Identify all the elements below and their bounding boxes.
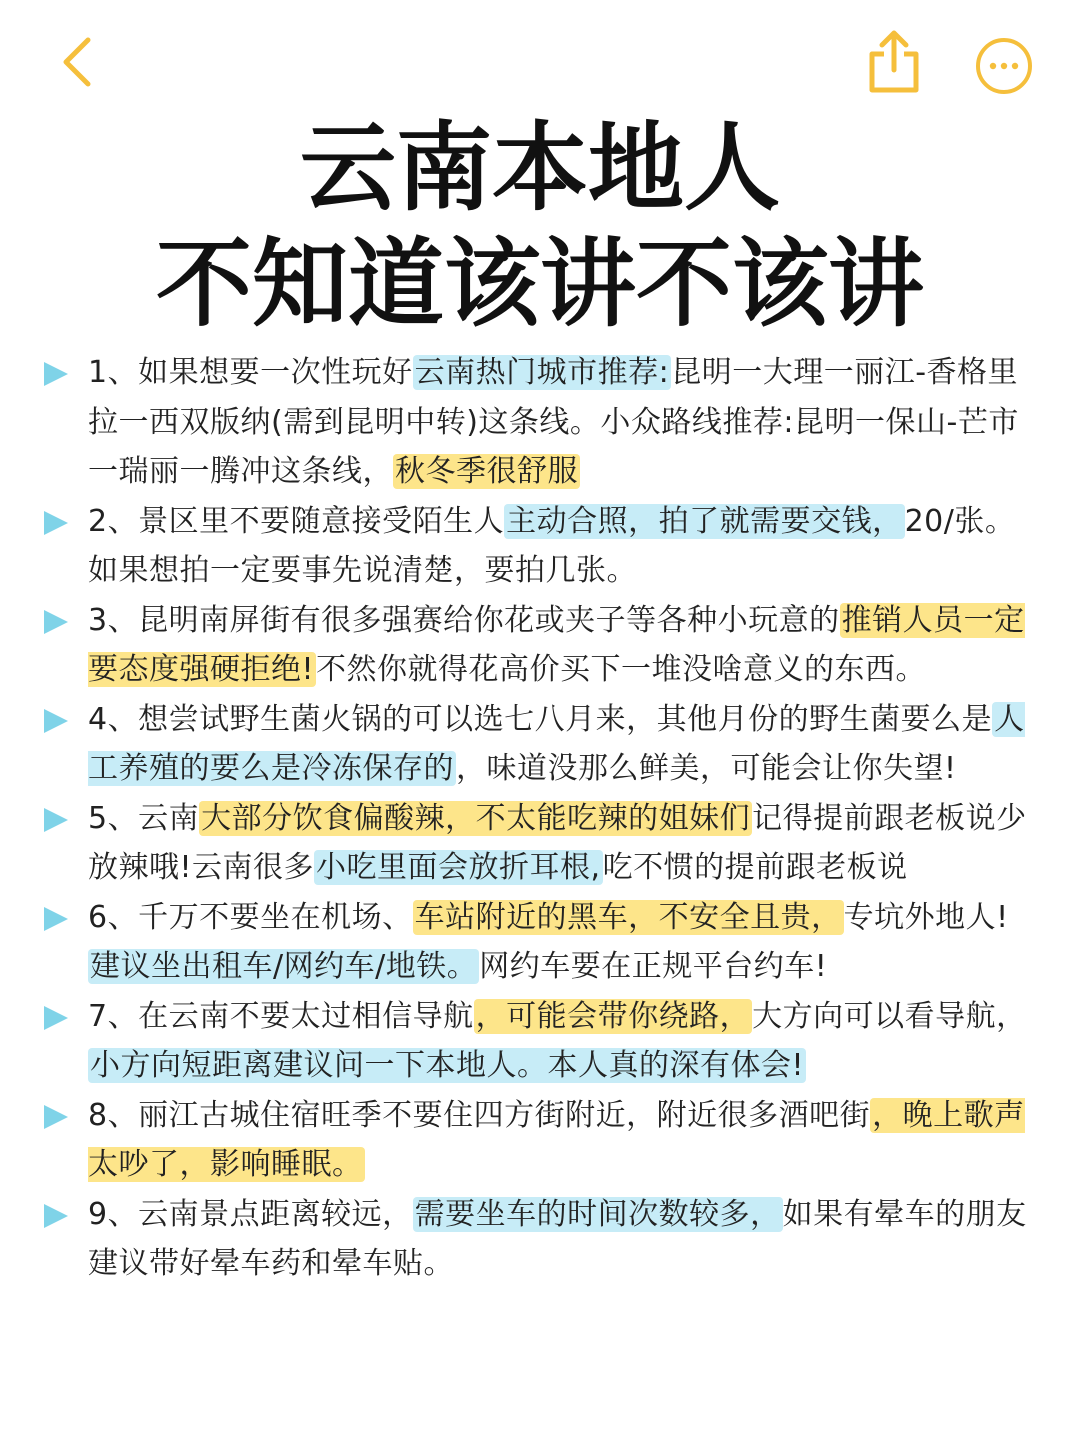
page-title [0,112,1080,340]
item-text: 8、丽江古城住宿旺季不要住四方街附近，附近很多酒吧街 [88,1097,871,1133]
triangle-bullet-icon [44,1105,68,1129]
more-options-button[interactable] [974,36,1034,96]
item-text: 不然你就得花高价买下一堆没啥意义的东西。 [316,652,927,687]
list-item [0,992,1080,1091]
triangle-bullet-icon [44,808,68,832]
item-text: 9、云南景点距离较远， [88,1196,413,1232]
triangle-bullet-icon [44,1204,68,1228]
back-button[interactable] [52,32,112,92]
item-text: 昆明一大理一丽江-香格里拉一西双版纳(需到昆明中转)这条线。小众路线推荐:昆明一保山-芒市一瑞丽一腾冲这条线， [88,355,1019,489]
highlighted-text: 需要坐车的时间次数较多， [414,1196,781,1232]
item-text: 4、想尝试野生菌火锅的可以选七八月来，其他月份的野生菌要么是 [88,701,993,737]
triangle-bullet-icon [44,709,68,733]
item-text: 如果有晕车的朋友建议带好晕车药和晕车贴。 [88,1196,1027,1281]
item-text: 3、昆明南屏街有很多强赛给你花或夹子等各种小玩意的 [88,602,840,638]
share-icon [862,28,926,98]
list-item [0,497,1080,596]
list-item [0,1190,1080,1289]
title-line-1: 云南本地人 [300,112,780,224]
title-line-2: 不知道该讲不该讲 [156,228,924,340]
item-text: 6、千万不要坐在机场、 [88,899,413,935]
triangle-bullet-icon [44,362,68,386]
highlighted-text: ，可能会带你绕路， [475,998,751,1034]
list-item [0,794,1080,893]
item-text: 5、云南 [88,800,200,836]
item-text: 网约车要在正规平台约车! [479,949,828,984]
item-text: ，味道没那么鲜美，可能会让你失望! [456,751,957,786]
item-text: 专坑外地人! [843,899,1009,935]
list-item [0,596,1080,695]
triangle-bullet-icon [44,907,68,931]
triangle-bullet-icon [44,1006,68,1030]
highlighted-text: 云南热门城市推荐: [414,355,670,390]
top-navigation-bar [0,0,1080,130]
tips-list [0,348,1080,1289]
list-item [0,695,1080,794]
item-text: 大方向可以看导航， [752,998,1027,1034]
triangle-bullet-icon [44,610,68,634]
highlighted-text: 人工养殖的要么是冷冻保存的 [88,701,1025,786]
chevron-left-icon [52,32,112,92]
item-text: 7、在云南不要太过相信导航 [88,998,474,1034]
highlighted-text: 小方向短距离建议问一下本地人。本人真的深有体会! [90,1048,805,1083]
item-text: 记得提前跟老板说少放辣哦!云南很多 [88,800,1027,885]
share-button[interactable] [862,28,926,98]
highlighted-text: 建议坐出租车/网约车/地铁。 [90,949,478,984]
highlighted-text: 车站附近的黑车，不安全且贵， [414,899,842,935]
highlighted-text: 推销人员一定要态度强硬拒绝! [88,602,1025,687]
item-text: 吃不惯的提前跟老板说 [602,850,908,885]
highlighted-text: 秋冬季很舒服 [395,454,578,489]
more-icon [974,36,1034,96]
item-text: 1、如果想要一次性玩好 [88,355,413,390]
list-item [0,1091,1080,1190]
list-item [0,348,1080,497]
highlighted-text: 小吃里面会放折耳根, [316,850,601,885]
highlighted-text: ，晚上歌声太吵了，影响睡眠。 [88,1097,1025,1182]
item-text: 20/张。如果想拍一定要事先说清楚，要拍几张。 [88,503,1016,588]
highlighted-text: 大部分饮食偏酸辣，不太能吃辣的姐妹们 [201,800,751,836]
highlighted-text: 主动合照，拍了就需要交钱， [506,503,903,539]
list-item [0,893,1080,992]
item-text: 2、景区里不要随意接受陌生人 [88,503,505,539]
triangle-bullet-icon [44,511,68,535]
